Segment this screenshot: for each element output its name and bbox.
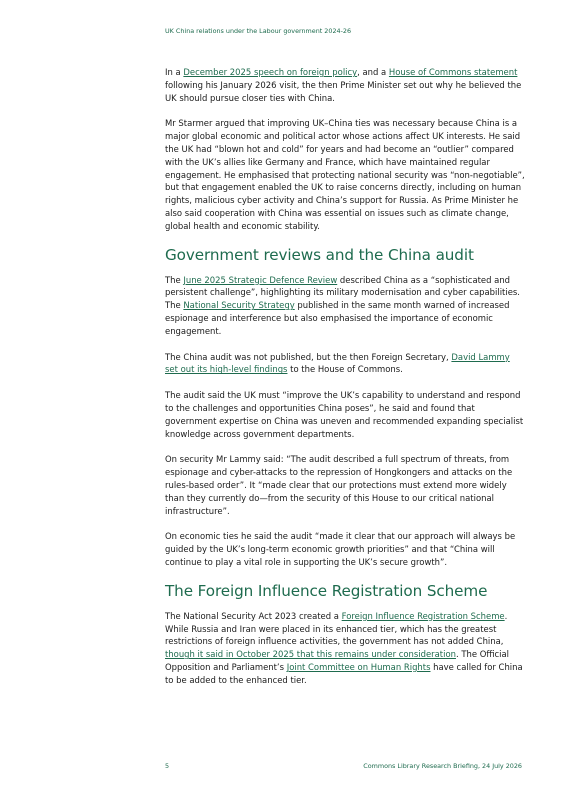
link-october-consideration[interactable]: though it said in October 2025 that this remains under consideration — [165, 649, 456, 660]
paragraph-firs — [165, 610, 525, 687]
paragraph-intro — [165, 66, 525, 104]
section-heading-reviews: Government reviews and the China audit — [165, 245, 474, 264]
text: have called for China to be added to the enhanced tier. — [165, 661, 523, 685]
text: , and a — [357, 67, 389, 77]
text: The — [165, 274, 184, 285]
paragraph-audit-unpublished — [165, 351, 525, 377]
text: published in the same month warned of increased espionage and interference but also emphasised the importance of economic engagement. — [165, 300, 510, 336]
link-lammy-findings[interactable]: David Lammy set out its high-level findings — [165, 351, 510, 375]
text: The China audit was not published, but the then Foreign Secretary, — [165, 351, 452, 362]
paragraph-sdr — [165, 274, 525, 338]
text: In a — [165, 67, 184, 77]
link-december-speech[interactable]: December 2025 speech on foreign policy — [183, 67, 358, 77]
paragraph-audit-capability: The audit said the UK must “improve the UK’s capability to understand and respond to the challenges and opportunities China poses”, he said and found that government expertise on China was uneven and recommended expanding specialist knowledge across government departments. — [165, 390, 524, 439]
link-joint-committee[interactable]: Joint Committee on Human Rights — [286, 661, 431, 672]
link-firs[interactable]: Foreign Influence Registration Scheme — [341, 610, 505, 621]
link-national-security-strategy[interactable]: National Security Strategy — [183, 300, 295, 311]
page-number: 5 — [165, 762, 170, 770]
paragraph-security: On security Mr Lammy said: “The audit described a full spectrum of threats, from espionage and cyber-attacks to the repression of Hongkongers and attacks on the rules-based order”. It “made clear that our protections must extend more widely than they currently do—from the security of this House to our critical national infrastructure”. — [165, 454, 513, 516]
text: to the House of Commons. — [287, 364, 403, 375]
paragraph-starmer: Mr Starmer argued that improving UK–China ties was necessary because China is a major global economic and political actor whose actions affect UK interests. He said the UK had “blown hot and cold” for years and had become an “outlier” compared with the UK’s allies like Germany and France, which have maintained regular engagement. He emphasised that protecting national security was “non-negotiable”, but that engagement enabled the UK to raise concerns directly, including on human rights, malicious cyber activity and China’s support for Russia. As Prime Minister he also said cooperation with China was essential on issues such as climate change, global health and economic stability. — [165, 118, 525, 231]
running-header: UK China relations under the Labour government 2024-26 — [165, 27, 352, 35]
footer-publication: Commons Library Research Briefing, 24 July 2026 — [363, 762, 522, 770]
text: . While Russia and Iran were placed in its enhanced tier, which has the greatest restrictions of foreign influence activities, the government has not added China, — [165, 610, 508, 647]
paragraph-economic: On economic ties he said the audit “made it clear that our approach will always be guided by the UK’s long-term economic growth priorities” and that “China will continue to play a vital role in supporting the UK’s secure growth”. — [165, 531, 516, 567]
section-heading-firs: The Foreign Influence Registration Scheme — [165, 581, 488, 600]
link-commons-statement[interactable]: House of Commons statement — [388, 67, 518, 77]
text: described China as a “sophisticated and persistent challenge”, highlighting its military modernisation and cyber capabilities. The — [165, 274, 520, 311]
link-strategic-defence-review[interactable]: June 2025 Strategic Defence Review — [183, 274, 338, 285]
main-content — [165, 66, 525, 699]
text: . The Official Opposition and Parliament’s — [165, 649, 510, 672]
text: following his January 2026 visit, the then Prime Minister set out why he believed the UK should pursue closer ties with China. — [165, 79, 522, 103]
text: The National Security Act 2023 created a — [165, 610, 342, 621]
